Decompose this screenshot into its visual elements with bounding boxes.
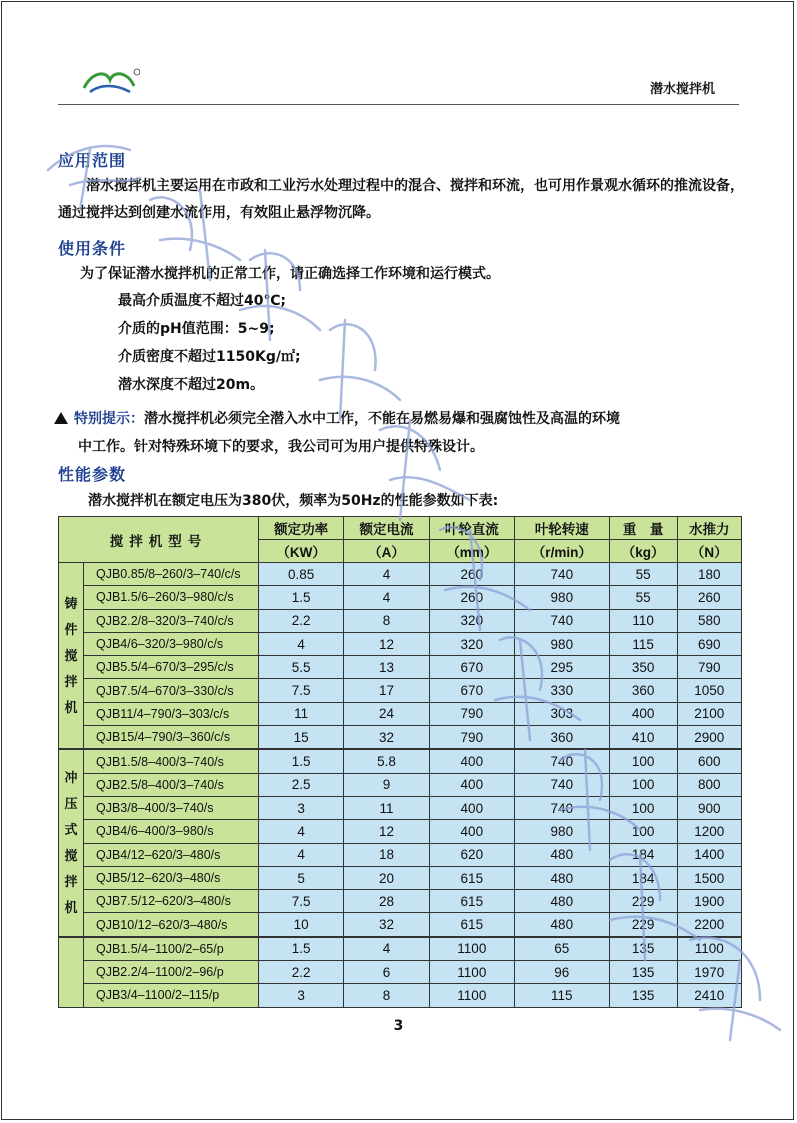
value-cell: 4 — [259, 632, 344, 655]
value-cell: 15 — [259, 726, 344, 750]
value-cell: 410 — [609, 726, 677, 750]
model-cell: QJB1.5/6–260/3–980/c/s — [84, 586, 259, 609]
value-cell: 400 — [429, 796, 514, 819]
company-logo — [80, 66, 140, 98]
value-cell: 740 — [514, 773, 609, 796]
value-cell: 100 — [609, 773, 677, 796]
table-row — [59, 679, 742, 702]
value-cell: 17 — [344, 679, 429, 702]
value-cell: 24 — [344, 702, 429, 725]
value-cell: 96 — [514, 961, 609, 984]
value-cell: 980 — [514, 586, 609, 609]
model-cell: QJB3/8–400/3–740/s — [84, 796, 259, 819]
value-cell: 115 — [609, 632, 677, 655]
value-cell: 980 — [514, 632, 609, 655]
value-cell: 260 — [429, 563, 514, 586]
value-cell: 600 — [677, 749, 741, 773]
application-text: 潜水搅拌机主要运用在市政和工业污水处理过程中的混合、搅拌和环流，也可用作景观水循环的推流设备，通过搅拌达到创建水流作用，有效阻止悬浮物沉降。 — [58, 178, 744, 221]
model-cell: QJB3/4–1100/2–115/p — [84, 984, 259, 1007]
value-cell: 11 — [344, 796, 429, 819]
value-cell: 1970 — [677, 961, 741, 984]
condition-item: 介质密度不超过1150Kg/㎡; — [118, 349, 301, 365]
value-cell: 11 — [259, 702, 344, 725]
model-cell: QJB4/6–400/3–980/s — [84, 820, 259, 843]
column-header: 水推力 — [677, 517, 741, 540]
value-cell: 790 — [429, 726, 514, 750]
table-row — [59, 984, 742, 1007]
value-cell: 480 — [514, 843, 609, 866]
value-cell: 184 — [609, 843, 677, 866]
value-cell: 1.5 — [259, 586, 344, 609]
model-cell: QJB5.5/4–670/3–295/c/s — [84, 656, 259, 679]
value-cell: 400 — [609, 702, 677, 725]
value-cell: 229 — [609, 890, 677, 913]
model-cell: QJB1.5/8–400/3–740/s — [84, 749, 259, 773]
value-cell: 1050 — [677, 679, 741, 702]
value-cell: 800 — [677, 773, 741, 796]
value-cell: 580 — [677, 609, 741, 632]
table-row — [59, 656, 742, 679]
value-cell: 1400 — [677, 843, 741, 866]
value-cell: 1900 — [677, 890, 741, 913]
value-cell: 8 — [344, 984, 429, 1007]
value-cell: 2.2 — [259, 961, 344, 984]
value-cell: 790 — [677, 656, 741, 679]
table-row — [59, 796, 742, 819]
value-cell: 690 — [677, 632, 741, 655]
model-cell: QJB2.2/4–1100/2–96/p — [84, 961, 259, 984]
header-title: 潜水搅拌机 — [649, 82, 715, 97]
value-cell: 229 — [609, 913, 677, 937]
value-cell: 7.5 — [259, 679, 344, 702]
value-cell: 320 — [429, 609, 514, 632]
group-label: 铸 件 搅 拌 机 — [59, 563, 84, 750]
table-row — [59, 820, 742, 843]
table-row — [59, 609, 742, 632]
table-header-row — [59, 517, 742, 540]
column-unit: （A） — [344, 540, 429, 563]
value-cell: 2200 — [677, 913, 741, 937]
model-cell: QJB1.5/4–1100/2–65/p — [84, 937, 259, 961]
value-cell: 615 — [429, 890, 514, 913]
value-cell: 360 — [609, 679, 677, 702]
value-cell: 740 — [514, 796, 609, 819]
special-notice — [54, 405, 754, 461]
value-cell: 480 — [514, 890, 609, 913]
table-row — [59, 913, 742, 937]
heading-conditions: 使用条件 — [58, 239, 127, 258]
column-unit: （kg） — [609, 540, 677, 563]
column-unit: （r/min） — [514, 540, 609, 563]
table-row — [59, 961, 742, 984]
value-cell: 18 — [344, 843, 429, 866]
warning-triangle-icon — [54, 412, 68, 424]
value-cell: 6 — [344, 961, 429, 984]
value-cell: 900 — [677, 796, 741, 819]
value-cell: 1100 — [429, 961, 514, 984]
value-cell: 260 — [429, 586, 514, 609]
model-cell: QJB2.2/8–320/3–740/c/s — [84, 609, 259, 632]
performance-intro: 潜水搅拌机在额定电压为380伏，频率为50Hz的性能参数如下表: — [88, 493, 499, 509]
value-cell: 4 — [344, 937, 429, 961]
performance-table — [58, 516, 742, 1008]
conditions-intro: 为了保证潜水搅拌机的正常工作，请正确选择工作环境和运行模式。 — [80, 266, 500, 282]
value-cell: 740 — [514, 609, 609, 632]
group-label: 冲 压 式 搅 拌 机 — [59, 749, 84, 936]
value-cell: 32 — [344, 726, 429, 750]
value-cell: 615 — [429, 913, 514, 937]
table-row — [59, 866, 742, 889]
value-cell: 1100 — [677, 937, 741, 961]
column-unit: （KW） — [259, 540, 344, 563]
value-cell: 180 — [677, 563, 741, 586]
heading-application: 应用范围 — [58, 151, 127, 170]
value-cell: 7.5 — [259, 890, 344, 913]
column-header: 额定电流 — [344, 517, 429, 540]
value-cell: 100 — [609, 796, 677, 819]
value-cell: 135 — [609, 937, 677, 961]
model-cell: QJB4/12–620/3–480/s — [84, 843, 259, 866]
value-cell: 5 — [259, 866, 344, 889]
header-divider — [58, 104, 739, 105]
value-cell: 135 — [609, 984, 677, 1007]
table-row — [59, 632, 742, 655]
value-cell: 115 — [514, 984, 609, 1007]
column-header-model: 搅拌机型号 — [59, 517, 259, 563]
page-number: 3 — [393, 1018, 404, 1034]
model-cell: QJB5/12–620/3–480/s — [84, 866, 259, 889]
value-cell: 4 — [344, 586, 429, 609]
value-cell: 260 — [677, 586, 741, 609]
column-unit: （N） — [677, 540, 741, 563]
notice-line-2: 中工作。针对特殊环境下的要求，我公司可为用户提供特殊设计。 — [78, 439, 484, 455]
value-cell: 1.5 — [259, 749, 344, 773]
value-cell: 2.2 — [259, 609, 344, 632]
value-cell: 620 — [429, 843, 514, 866]
value-cell: 1500 — [677, 866, 741, 889]
value-cell: 2900 — [677, 726, 741, 750]
column-header: 叶轮转速 — [514, 517, 609, 540]
value-cell: 400 — [429, 773, 514, 796]
table-row — [59, 937, 742, 961]
value-cell: 65 — [514, 937, 609, 961]
column-header: 重 量 — [609, 517, 677, 540]
table-row — [59, 586, 742, 609]
value-cell: 8 — [344, 609, 429, 632]
value-cell: 5.8 — [344, 749, 429, 773]
value-cell: 330 — [514, 679, 609, 702]
condition-item: 最高介质温度不超过40℃; — [118, 293, 287, 309]
value-cell: 4 — [344, 563, 429, 586]
value-cell: 740 — [514, 749, 609, 773]
value-cell: 4 — [259, 843, 344, 866]
value-cell: 100 — [609, 749, 677, 773]
value-cell: 12 — [344, 820, 429, 843]
value-cell: 480 — [514, 866, 609, 889]
value-cell: 1100 — [429, 984, 514, 1007]
group-label — [59, 937, 84, 1007]
value-cell: 9 — [344, 773, 429, 796]
table-row — [59, 563, 742, 586]
value-cell: 360 — [514, 726, 609, 750]
table-body — [59, 563, 742, 1008]
table-row — [59, 890, 742, 913]
value-cell: 135 — [609, 961, 677, 984]
notice-label: 特别提示： — [74, 411, 144, 427]
model-cell: QJB4/6–320/3–980/c/s — [84, 632, 259, 655]
table-row — [59, 726, 742, 750]
value-cell: 3 — [259, 796, 344, 819]
table-row — [59, 749, 742, 773]
value-cell: 480 — [514, 913, 609, 937]
value-cell: 3 — [259, 984, 344, 1007]
value-cell: 28 — [344, 890, 429, 913]
model-cell: QJB11/4–790/3–303/c/s — [84, 702, 259, 725]
value-cell: 615 — [429, 866, 514, 889]
column-header: 额定功率 — [259, 517, 344, 540]
value-cell: 55 — [609, 563, 677, 586]
value-cell: 980 — [514, 820, 609, 843]
value-cell: 2.5 — [259, 773, 344, 796]
value-cell: 303 — [514, 702, 609, 725]
notice-line-1: 潜水搅拌机必须完全潜入水中工作，不能在易燃易爆和强腐蚀性及高温的环境 — [144, 411, 620, 427]
value-cell: 350 — [609, 656, 677, 679]
value-cell: 790 — [429, 702, 514, 725]
value-cell: 12 — [344, 632, 429, 655]
model-cell: QJB10/12–620/3–480/s — [84, 913, 259, 937]
value-cell: 740 — [514, 563, 609, 586]
model-cell: QJB0.85/8–260/3–740/c/s — [84, 563, 259, 586]
value-cell: 400 — [429, 749, 514, 773]
value-cell: 184 — [609, 866, 677, 889]
value-cell: 670 — [429, 656, 514, 679]
value-cell: 1100 — [429, 937, 514, 961]
value-cell: 5.5 — [259, 656, 344, 679]
heading-performance: 性能参数 — [58, 465, 127, 484]
table-row — [59, 843, 742, 866]
value-cell: 670 — [429, 679, 514, 702]
condition-item: 介质的pH值范围：5~9; — [118, 321, 275, 337]
value-cell: 400 — [429, 820, 514, 843]
table-row — [59, 702, 742, 725]
column-header: 叶轮直流 — [429, 517, 514, 540]
value-cell: 10 — [259, 913, 344, 937]
value-cell: 55 — [609, 586, 677, 609]
value-cell: 320 — [429, 632, 514, 655]
value-cell: 295 — [514, 656, 609, 679]
value-cell: 110 — [609, 609, 677, 632]
value-cell: 20 — [344, 866, 429, 889]
condition-item: 潜水深度不超过20m。 — [118, 377, 265, 393]
value-cell: 32 — [344, 913, 429, 937]
value-cell: 2410 — [677, 984, 741, 1007]
model-cell: QJB15/4–790/3–360/c/s — [84, 726, 259, 750]
value-cell: 4 — [259, 820, 344, 843]
model-cell: QJB7.5/4–670/3–330/c/s — [84, 679, 259, 702]
model-cell: QJB7.5/12–620/3–480/s — [84, 890, 259, 913]
value-cell: 1.5 — [259, 937, 344, 961]
value-cell: 100 — [609, 820, 677, 843]
column-unit: （mm） — [429, 540, 514, 563]
value-cell: 13 — [344, 656, 429, 679]
model-cell: QJB2.5/8–400/3–740/s — [84, 773, 259, 796]
value-cell: 1200 — [677, 820, 741, 843]
table-row — [59, 773, 742, 796]
value-cell: 0.85 — [259, 563, 344, 586]
value-cell: 2100 — [677, 702, 741, 725]
